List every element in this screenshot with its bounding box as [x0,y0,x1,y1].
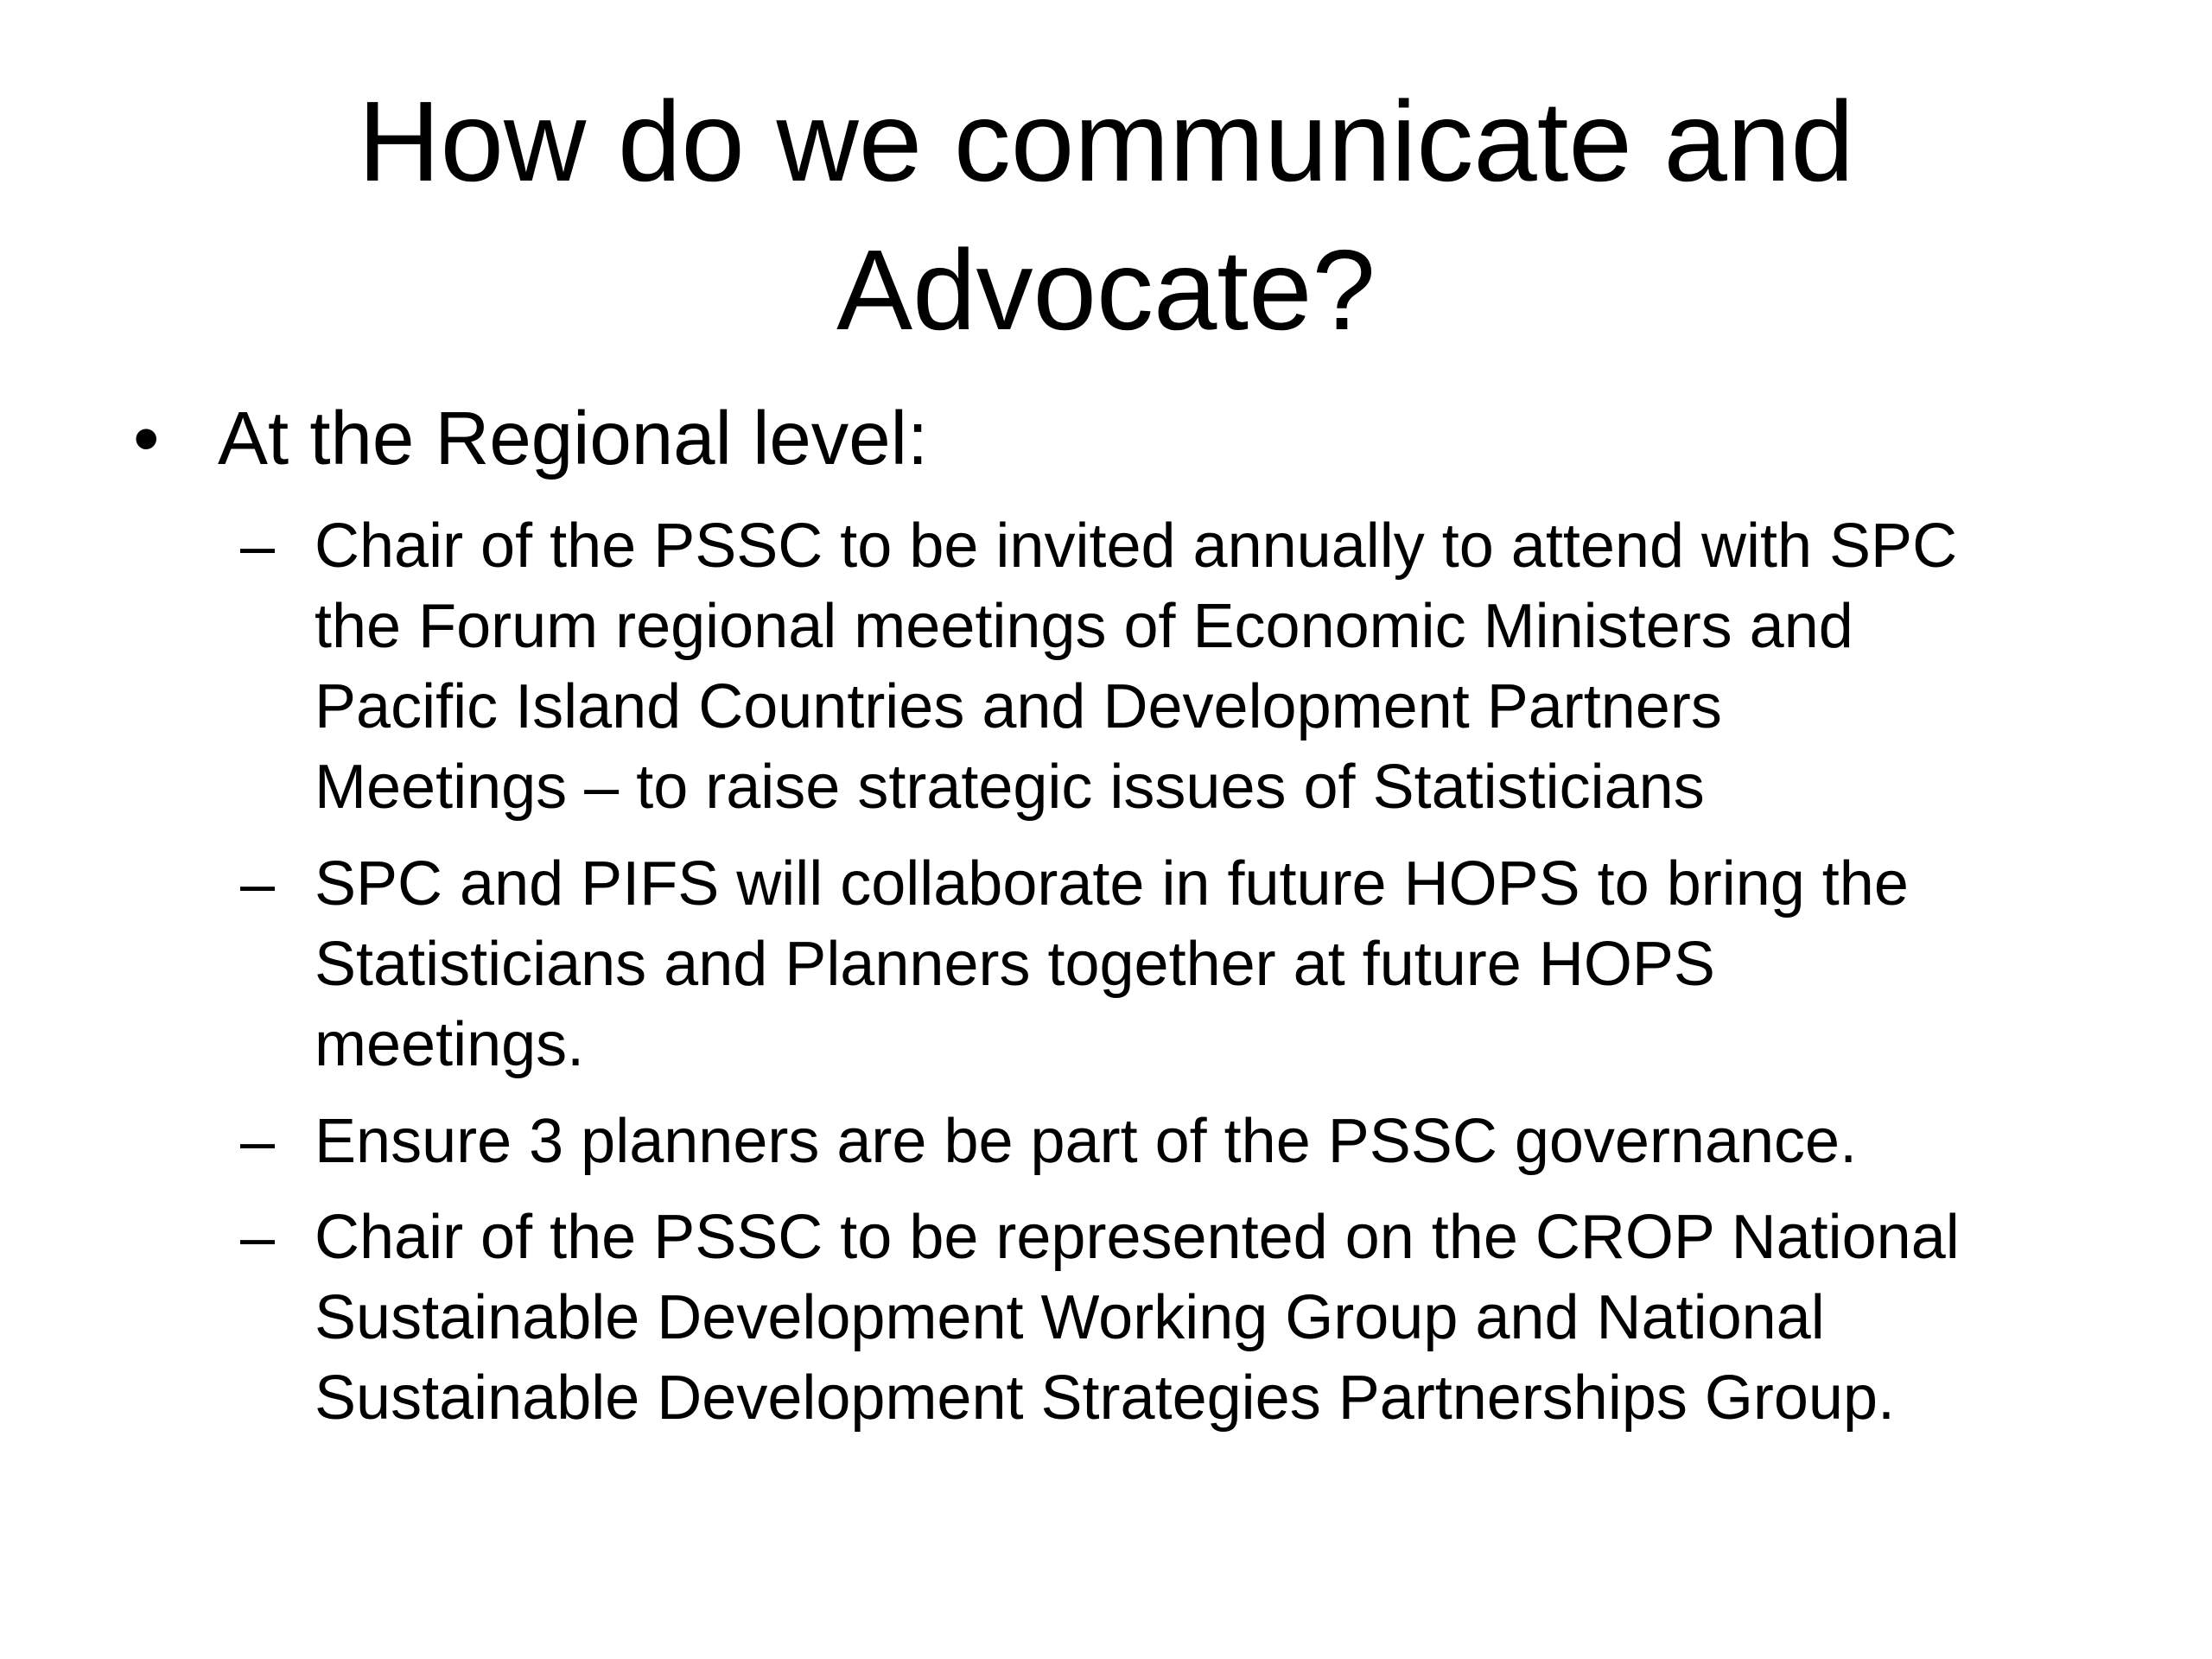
sub-bullet-text [315,844,2172,1085]
sub-bullet-line: Chair of the PSSC to be invited annually to attend with SPC [315,512,1958,581]
sub-bullet-line: Ensure 3 planners are be part of the PSSC governance. [315,1107,1858,1176]
sub-bullet-text [315,1102,2172,1182]
sub-bullet-text [315,1198,2172,1439]
sub-bullet-line: Statisticians and Planners together at future HOPS [315,930,1715,999]
slide-title-line-1: How do we communicate and [358,78,1854,205]
sub-bullet-line: Meetings – to raise strategic issues of Statisticians [315,753,1705,822]
dash-icon: – [240,512,276,581]
sub-bullet-line: SPC and PIFS will collaborate in future HOPS to bring the [315,849,1909,918]
sub-bullet-text [315,506,2172,828]
dash-icon: – [240,1203,276,1272]
sub-bullet-line: the Forum regional meetings of Economic Ministers and [315,592,1853,661]
bullet-icon: • [133,397,160,480]
sub-bullet-line: meetings. [315,1010,585,1079]
sub-bullet-line: Sustainable Development Working Group and National [315,1283,1825,1352]
sub-bullet-line: Pacific Island Countries and Development Partners [315,672,1722,741]
sub-bullet-line: Sustainable Development Strategies Partnerships Group. [315,1363,1896,1433]
slide-title [130,67,2082,365]
sub-bullet-line: Chair of the PSSC to be represented on the CROP National [315,1203,1960,1272]
slide-title-line-2: Advocate? [836,226,1376,353]
dash-icon: – [240,1107,276,1176]
dash-icon: – [240,849,276,918]
bullet-text: At the Regional level: [218,397,929,480]
